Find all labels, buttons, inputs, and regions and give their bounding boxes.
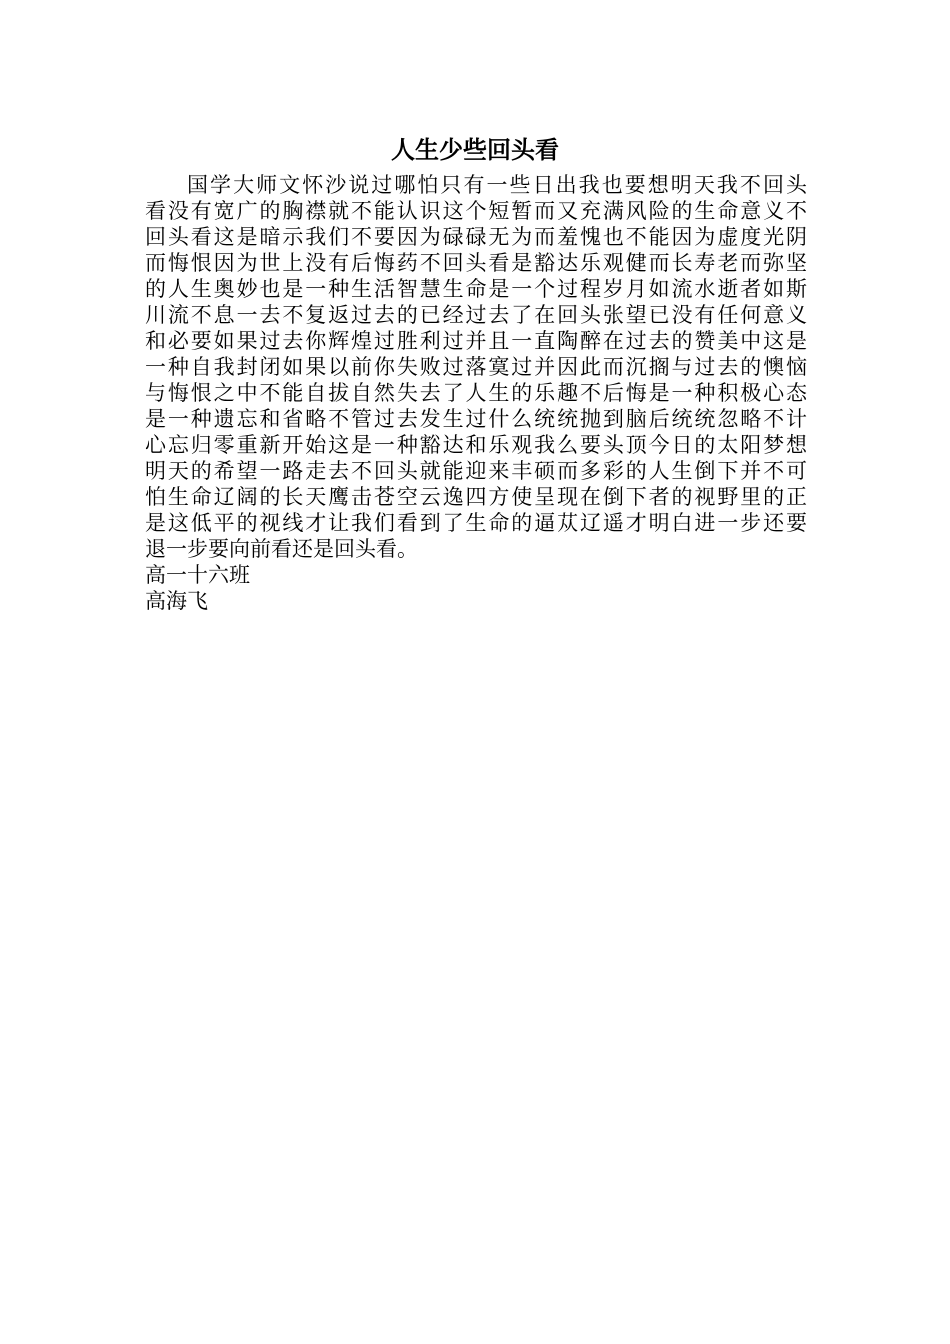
essay-title: 人生少些回头看 [391, 135, 559, 164]
paragraph-line: 而悔恨因为世上没有后悔药不回头看是豁达乐观健而长寿老而弥坚 [145, 251, 807, 275]
essay-body [145, 172, 807, 614]
paragraph-line: 的人生奥妙也是一种生活智慧生命是一个过程岁月如流水逝者如斯 [145, 277, 807, 301]
paragraph-line: 怕生命辽阔的长天鹰击苍空云逸四方使呈现在倒下者的视野里的正 [145, 485, 807, 509]
paragraph-line: 明天的希望一路走去不回头就能迎来丰硕而多彩的人生倒下并不可 [145, 459, 807, 483]
paragraph-line: 看没有宽广的胸襟就不能认识这个短暂而又充满风险的生命意义不 [145, 199, 807, 223]
paragraph-line: 是这低平的视线才让我们看到了生命的逼苁辽遥才明白进一步还要 [145, 511, 807, 535]
paragraph-line: 一种自我封闭如果以前你失败过落寞过并因此而沉搁与过去的懊恼 [145, 355, 807, 379]
paragraph-line: 回头看这是暗示我们不要因为碌碌无为而羞愧也不能因为虚度光阴 [145, 225, 807, 249]
class-name: 高一十六班 [145, 563, 250, 587]
paragraph-line: 是一种遗忘和省略不管过去发生过什么统统抛到脑后统统忽略不计 [145, 407, 807, 431]
paragraph-line: 川流不息一去不复返过去的已经过去了在回头张望已没有任何意义 [145, 303, 807, 327]
author-name: 高海飞 [145, 589, 208, 613]
paragraph-line: 国学大师文怀沙说过哪怕只有一些日出我也要想明天我不回头 [187, 173, 807, 197]
paragraph-line: 心忘归零重新开始这是一种豁达和乐观我么要头顶今日的太阳梦想 [145, 433, 807, 457]
paragraph-line: 与悔恨之中不能自拔自然失去了人生的乐趣不后悔是一种积极心态 [145, 381, 807, 405]
paragraph-line: 退一步要向前看还是回头看。 [145, 537, 418, 561]
paragraph-line: 和必要如果过去你辉煌过胜利过并且一直陶醉在过去的赞美中这是 [145, 329, 807, 353]
